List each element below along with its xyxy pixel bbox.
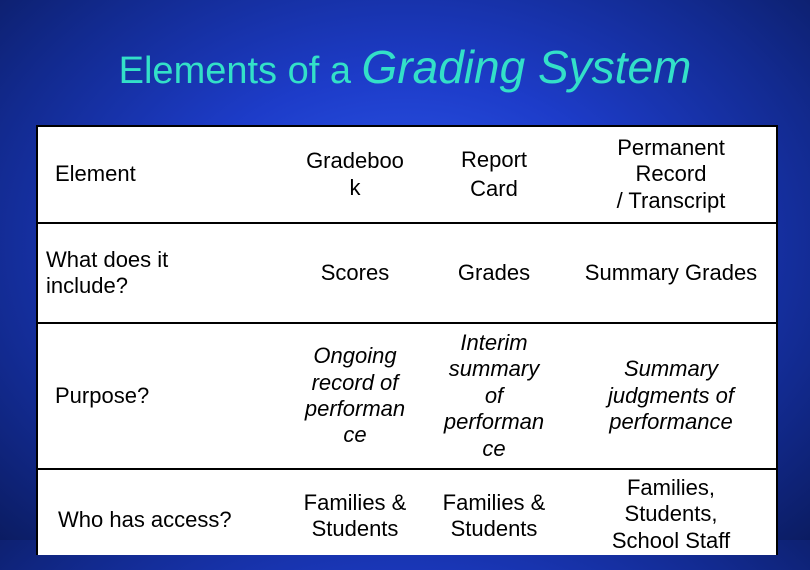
slide-title <box>0 40 810 94</box>
slide-title-emphasis: Grading System <box>361 41 692 93</box>
cell-report-card-access: Families & Students <box>442 490 546 542</box>
header-gradebook: Gradeboo k <box>306 148 404 200</box>
cell-permanent-record-access: Families, Students, School Staff <box>611 475 731 553</box>
slide-title-plain: Elements of a <box>118 50 362 92</box>
row-label-purpose: Purpose? <box>55 382 150 408</box>
cell-report-card-purpose: Interim summary of performan ce <box>443 330 545 461</box>
row-label-access: Who has access? <box>58 506 232 532</box>
cell-gradebook-access: Families & Students <box>303 490 407 542</box>
header-permanent-record: Permanent Record / Transcript <box>616 134 726 213</box>
row-label-include: What does it include? <box>46 246 169 298</box>
cell-report-card-include: Grades <box>457 259 531 285</box>
cell-permanent-record-include: Summary Grades <box>584 259 758 285</box>
cell-gradebook-include: Scores <box>320 259 390 285</box>
header-element: Element <box>55 161 136 187</box>
cell-permanent-record-purpose: Summary judgments of performance <box>608 356 734 435</box>
header-report-card: Report Card <box>460 146 528 201</box>
cell-gradebook-purpose: Ongoing record of performan ce <box>304 343 406 448</box>
grading-elements-table <box>36 125 778 555</box>
